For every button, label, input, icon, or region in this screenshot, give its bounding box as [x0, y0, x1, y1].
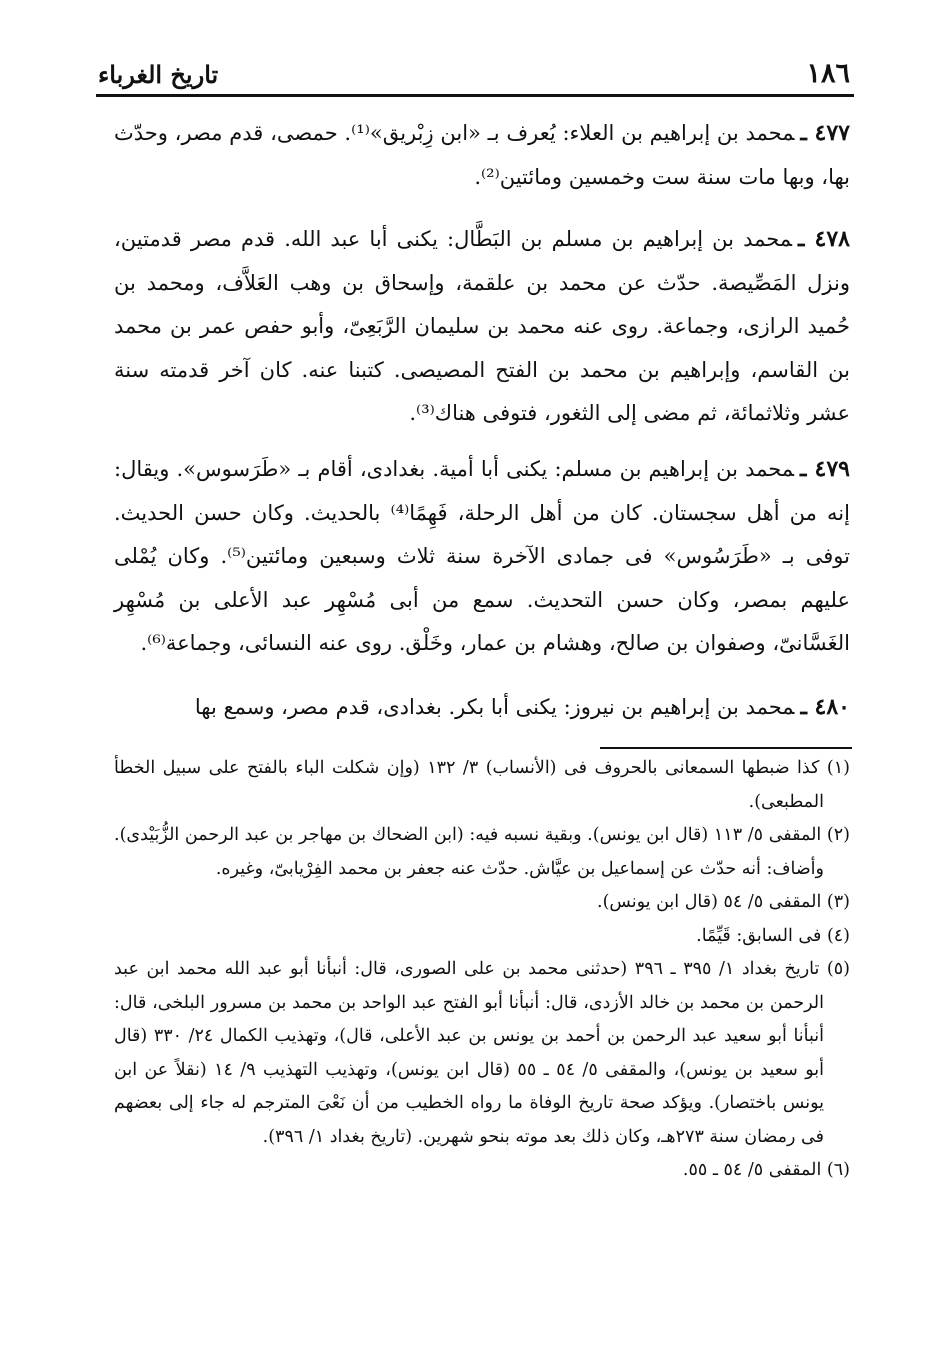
footnote-3: (٣) المقفى ٥/ ٥٤ (قال ابن يونس). [597, 892, 850, 912]
entry-number: ٤٨٠ ـ [800, 694, 850, 720]
footnote-6: (٦) المقفى ٥/ ٥٤ ـ ٥٥. [682, 1160, 850, 1180]
entry-number: ٤٧٨ ـ [798, 226, 850, 252]
entry-text: محمد بن إبراهيم بن العلاء: يُعرف بـ «ابن زِبْريق»⁽¹⁾. حمصى، قدم مصر، وحدّث بها، وبها مات سنة ست وخمسين ومائتين⁽²⁾. [114, 121, 850, 189]
entry-text: محمد بن إبراهيم بن مسلم: يكنى أبا أمية. بغدادى، أقام بـ «طَرَسوس». ويقال: إنه من أهل سجستان. كان من أهل الرحلة، فَهِمًا⁽⁴⁾ بالحديث. وكان حسن الحديث. توفى بـ «طَرَسُوس» فى جمادى الآخرة سنة ثلاث وسبعين ومائتين⁽⁵⁾. وكان يُمْلى عليهم بمصر، وكان حسن التحديث. سمع من أبى مُسْهِر عبد الأعلى بن مُسْهِر الغَسَّانىّ، وصفوان بن صالح، وهشام بن عمار، وخَلْق. روى عنه النسائى، وجماعة⁽⁶⁾. [114, 457, 850, 655]
entry-text: محمد بن إبراهيم بن نيروز: يكنى أبا بكر. بغدادى، قدم مصر، وسمع بها [194, 695, 795, 719]
footnotes [114, 752, 850, 1188]
entry-477 [114, 112, 850, 199]
page-header [98, 52, 850, 94]
footnote-4: (٤) فى السابق: قَيِّمًا. [696, 925, 850, 946]
entry-number: ٤٧٧ ـ [800, 120, 850, 146]
entry-479 [114, 448, 850, 666]
entry-478 [114, 218, 850, 436]
footnote-5: (٥) تاريخ بغداد ١/ ٣٩٥ ـ ٣٩٦ (حدثنى محمد بن على الصورى، قال: أنبأنا أبو عبد الله محمد ابن عبد الرحمن بن محمد بن خالد الأزدى، قال: أنبأنا أبو الفتح عبد الواحد بن محمد بن مسرور البلخى، قال: أنبأنا أبو سعيد عبد الرحمن بن أحمد بن يونس بن عبد الأعلى، قال)، وتهذيب الكمال ٢٤/ ٣٣٠ (قال أبو سعيد بن يونس)، والمقفى ٥/ ٥٤ ـ ٥٥ (قال ابن يونس)، وتهذيب التهذيب ٩/ ١٤ (نقلاً عن ابن يونس باختصار). ويؤكد صحة تاريخ الوفاة ما رواه الخطيب من أن نَعْىَ المترجم له جاء إلى بعضهم فى رمضان سنة ٢٧٣هـ، وكان ذلك بعد موته بنحو شهرين. (تاريخ بغداد ١/ ٣٩٦). [114, 959, 850, 1147]
footnote-rule [600, 747, 852, 749]
entry-number: ٤٧٩ ـ [799, 456, 850, 482]
entry-text: محمد بن إبراهيم بن مسلم بن البَطَّال: يكنى أبا عبد الله. قدم مصر قدمتين، ونزل المَصِّيصة. حدّث عن محمد بن علقمة، وإسحاق بن وهب العَلاَّف، ومحمد بن حُميد الرازى، وجماعة. روى عنه محمد بن سليمان الرَّبَعِىّ، وأبو حفص عمر بن محمد بن القاسم، وإبراهيم بن محمد بن الفتح المصيصى. كتبنا عنه. كان آخر قدمته سنة عشر وثلاثمائة، ثم مضى إلى الثغور، فتوفى هناك⁽³⁾. [114, 227, 850, 425]
running-title: تاريخ الغرباء [98, 60, 219, 89]
entry-480 [114, 686, 850, 730]
footnote-2: (٢) المقفى ٥/ ١١٣ (قال ابن يونس). وبقية نسبه فيه: (ابن الضحاك بن مهاجر بن عبد الرحمن الزُّبَيْدى). وأضاف: أنه حدّث عن إسماعيل بن عيَّاش. حدّث عنه جعفر بن محمد الفِرْيابىّ، وغيره. [114, 825, 850, 879]
page-number: ١٨٦ [806, 58, 850, 89]
footnote-1: (١) كذا ضبطها السمعانى بالحروف فى (الأنساب) ٣/ ١٣٢ (وإن شكلت الباء بالفتح على سبيل الخطأ المطبعى). [114, 758, 850, 812]
header-rule [96, 94, 854, 97]
